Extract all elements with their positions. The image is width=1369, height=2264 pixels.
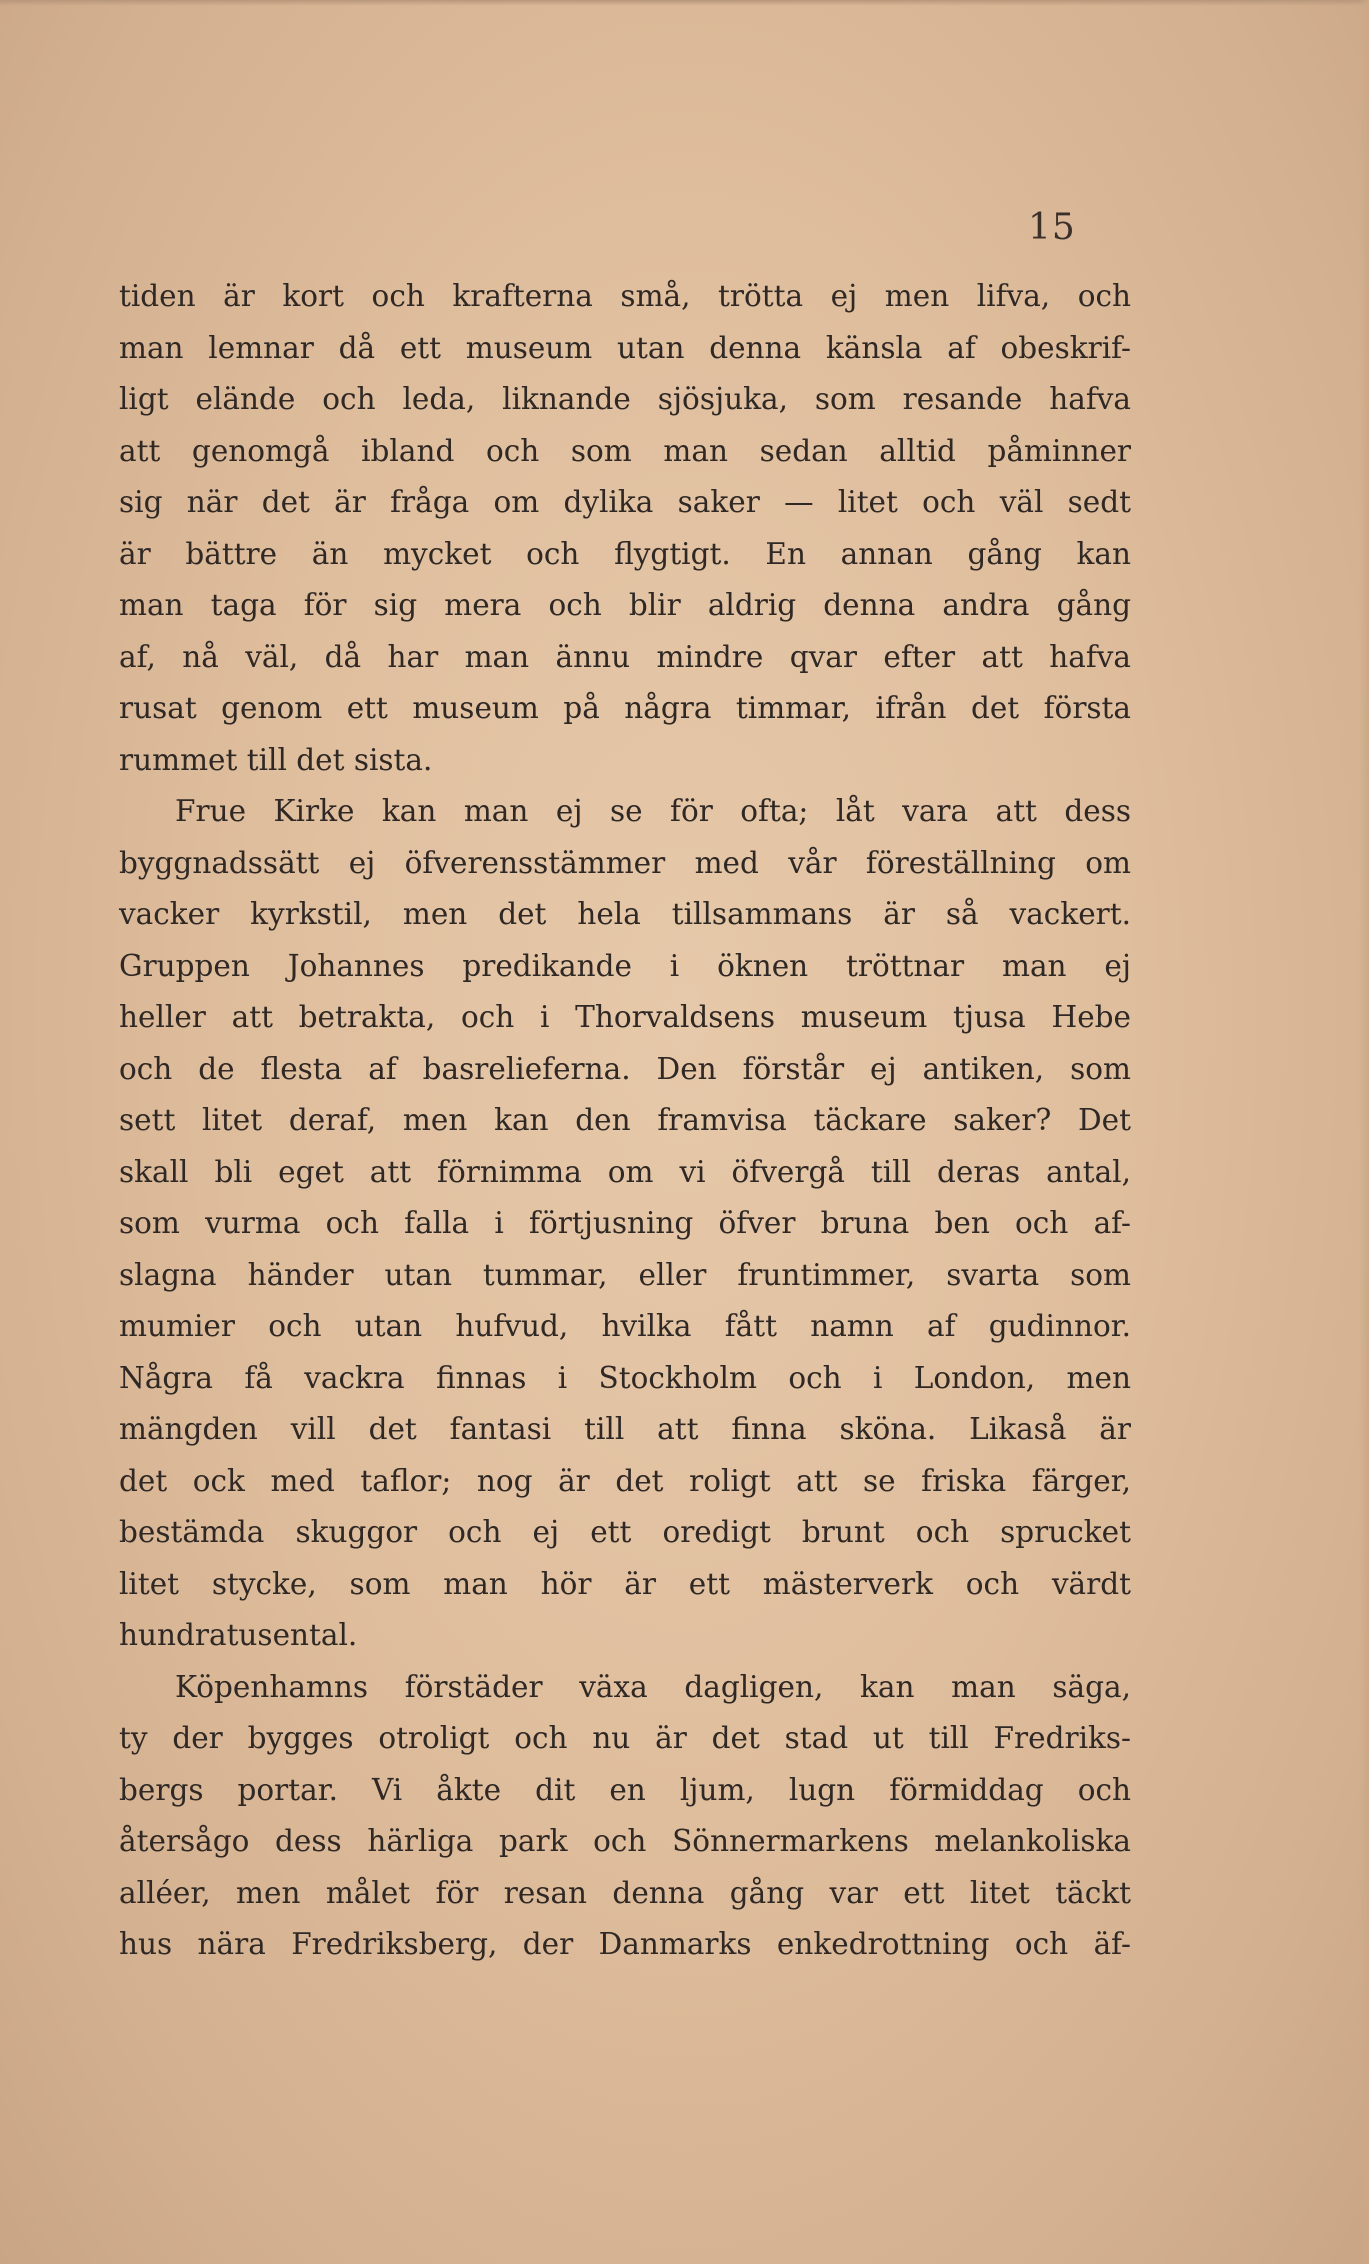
text-line: är bättre än mycket och flygtigt. En annan gång kan	[119, 536, 1131, 571]
page-number: 15	[1028, 207, 1076, 248]
text-line: det ock med taflor; nog är det roligt att se friska färger,	[119, 1463, 1131, 1498]
text-line: Några få vackra finnas i Stockholm och i London, men	[119, 1360, 1131, 1395]
text-line: sig när det är fråga om dylika saker — litet och väl sedt	[119, 485, 1131, 519]
text-line: af, nå väl, då har man ännu mindre qvar efter att hafva	[119, 639, 1131, 674]
text-line: att genomgå ibland och som man sedan alltid påminner	[119, 433, 1131, 468]
text-line: bestämda skuggor och ej ett oredigt brunt och sprucket	[119, 1515, 1131, 1549]
text-line: som vurma och falla i förtjusning öfver bruna ben och af-	[119, 1206, 1131, 1240]
text-line: hundratusental.	[119, 1618, 358, 1652]
text-line: mumier och utan hufvud, hvilka fått namn af gudinnor.	[119, 1309, 1131, 1343]
text-line: man taga för sig mera och blir aldrig denna andra gång	[119, 588, 1131, 622]
text-line: litet stycke, som man hör är ett mästerverk och värdt	[119, 1566, 1131, 1601]
text-line: Frue Kirke kan man ej se för ofta; låt vara att dess	[175, 794, 1131, 828]
text-line: mängden vill det fantasi till att finna sköna. Likaså är	[119, 1412, 1131, 1446]
text-line: vacker kyrkstil, men det hela tillsammans är så vackert.	[119, 897, 1131, 931]
text-line: man lemnar då ett museum utan denna känsla af obeskrif-	[119, 330, 1131, 365]
text-line: ty der bygges otroligt och nu är det stad ut till Fredriks-	[119, 1721, 1131, 1755]
text-line: sett litet deraf, men kan den framvisa täckare saker? Det	[119, 1103, 1131, 1137]
text-line: ligt elände och leda, liknande sjösjuka, som resande hafva	[119, 382, 1131, 416]
text-line: Köpenhamns förstäder växa dagligen, kan man säga,	[175, 1669, 1131, 1704]
text-line: slagna händer utan tummar, eller fruntimmer, svarta som	[119, 1257, 1131, 1292]
text-line: hus nära Fredriksberg, der Danmarks enkedrottning och äf-	[119, 1927, 1131, 1961]
page-top-edge	[0, 0, 1369, 6]
text-line: återsågo dess härliga park och Sönnermarkens melankoliska	[119, 1824, 1131, 1858]
text-line: byggnadssätt ej öfverensstämmer med vår föreställning om	[119, 845, 1131, 880]
text-line: skall bli eget att förnimma om vi öfvergå till deras antal,	[119, 1154, 1131, 1189]
body-text	[119, 271, 1131, 1971]
text-line: bergs portar. Vi åkte dit en ljum, lugn förmiddag och	[119, 1772, 1131, 1807]
text-line: och de flesta af basrelieferna. Den förstår ej antiken, som	[119, 1051, 1131, 1086]
text-line: rummet till det sista.	[119, 742, 433, 777]
page-right-edge	[1359, 0, 1369, 2264]
text-line: heller att betrakta, och i Thorvaldsens museum tjusa Hebe	[119, 1000, 1131, 1034]
text-line: tiden är kort och krafterna små, trötta ej men lifva, och	[119, 279, 1131, 313]
text-line: Gruppen Johannes predikande i öknen tröttnar man ej	[119, 948, 1131, 983]
text-line: alléer, men målet för resan denna gång var ett litet täckt	[119, 1875, 1131, 1910]
text-line: rusat genom ett museum på några timmar, ifrån det första	[119, 691, 1131, 725]
